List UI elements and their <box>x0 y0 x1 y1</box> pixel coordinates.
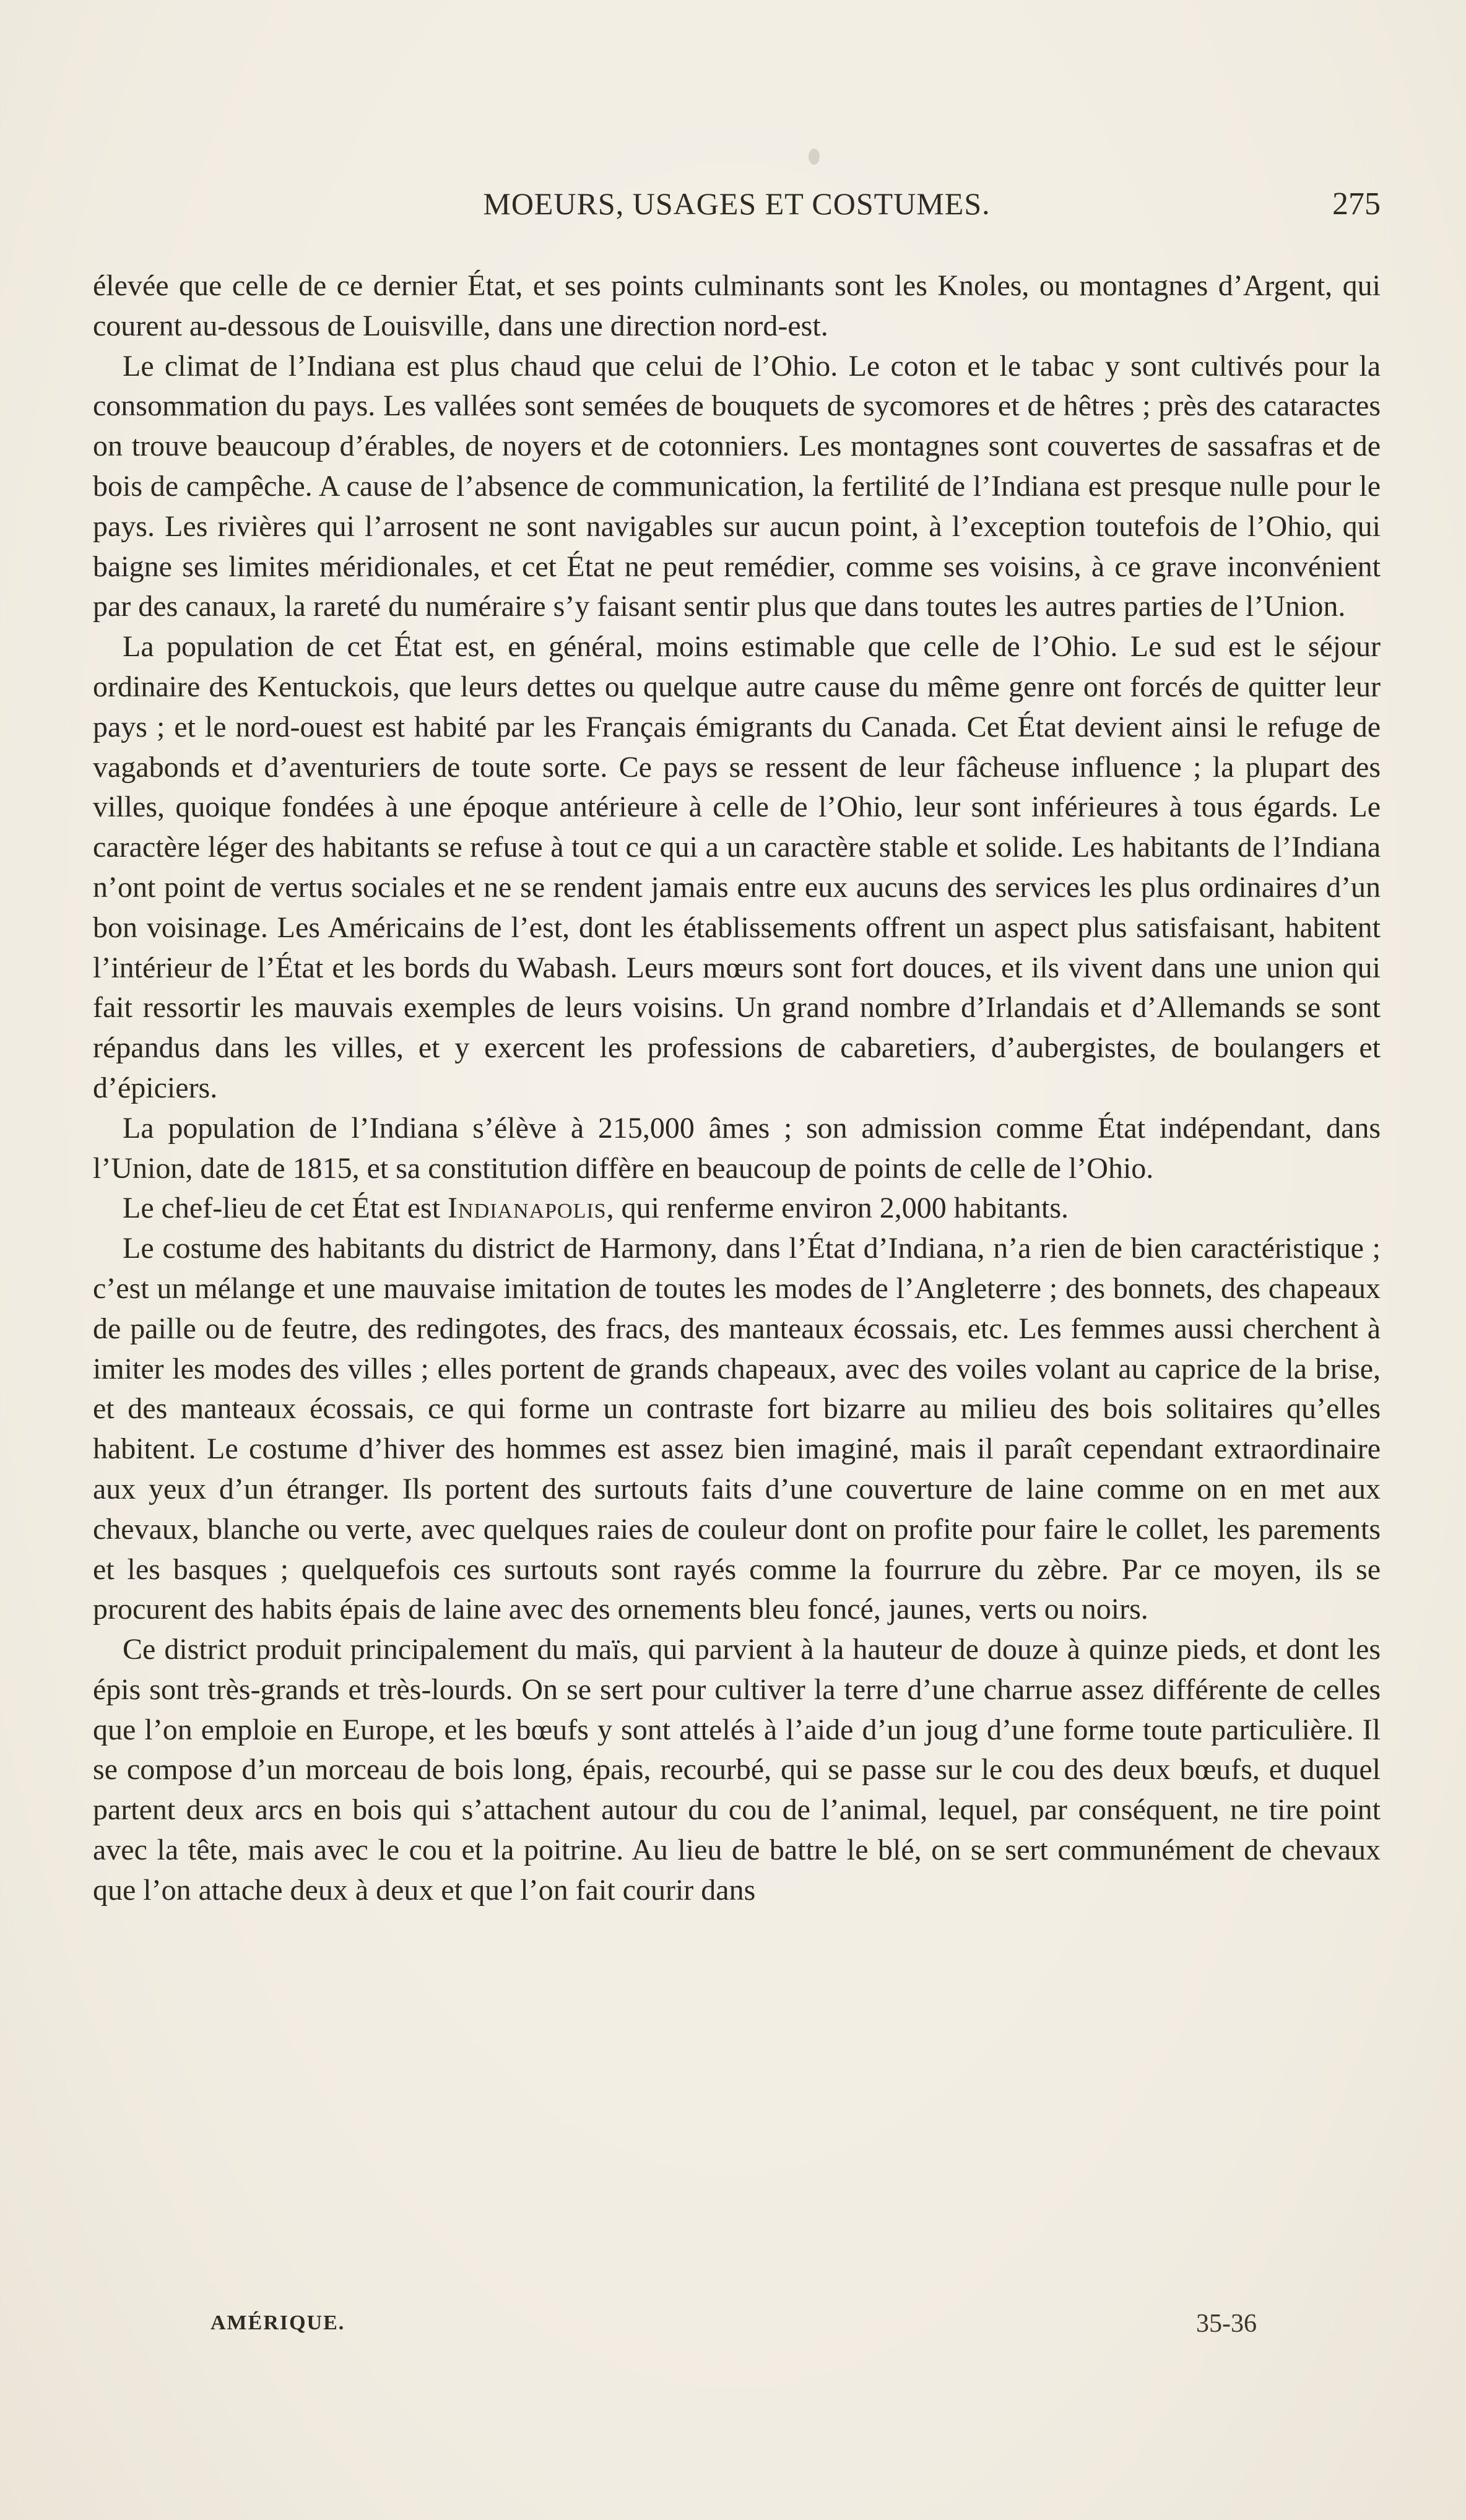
capital-city: Indianapolis <box>448 1192 607 1225</box>
body-text <box>93 266 1381 1911</box>
page-header <box>93 186 1381 235</box>
sheet-number: 35-36 <box>1196 2310 1257 2338</box>
paragraph: La population de cet État est, en général, moins estimable que celle de l’Ohio. Le sud est le séjour ordinaire des Kentuckois, que leurs dettes ou quelque autre cause du même genre ont forcés de quitter leur pays ; et le nord-ouest est habité par les Français émigrants du Canada. Cet État devient ainsi le refuge de vagabonds et d’aventuriers de toute sorte. Ce pays se ressent de leur fâcheuse influence ; la plupart des villes, quoique fondées à une époque antérieure à celle de l’Ohio, leur sont inférieures à tous égards. Le caractère léger des habitants se refuse à tout ce qui a un caractère stable et solide. Les habitants de l’Indiana n’ont point de vertus sociales et ne se rendent jamais entre eux aucuns des services les plus ordinaires d’un bon voisinage. Les Américains de l’est, dont les établissements offrent un aspect plus satisfaisant, habitent l’intérieur de l’État et les bords du Wabash. Leurs mœurs sont fort douces, et ils vivent dans une union qui fait ressortir les mauvais exemples de leurs voisins. Un grand nombre d’Irlandais et d’Allemands se sont répandus dans les villes, et y exercent les professions de cabaretiers, d’aubergistes, de boulangers et d’épiciers. <box>93 630 1381 1104</box>
page-footer <box>210 2311 1257 2349</box>
paragraph: La population de l’Indiana s’élève à 215,000 âmes ; son admission comme État indépendant, dans l’Union, date de 1815, et sa constitution diffère en beaucoup de points de celle de l’Ohio. <box>93 1111 1381 1185</box>
paragraph: Le costume des habitants du district de Harmony, dans l’État d’Indiana, n’a rien de bien caractéristique ; c’est un mélange et une mauvaise imitation de toutes les modes de l’Angleterre ; des bonnets, des chapeaux de paille ou de feutre, des redingotes, des fracs, des manteaux écossais, etc. Les femmes aussi cherchent à imiter les modes des villes ; elles portent de grands chapeaux, avec des voiles volant au caprice de la brise, et des manteaux écossais, ce qui forme un contraste fort bizarre au milieu des bois solitaires qu’elles habitent. Le costume d’hiver des hommes est assez bien imaginé, mais il paraît cependant extraordinaire aux yeux d’un étranger. Ils portent des surtouts faits d’une couverture de laine comme on en met aux chevaux, blanche ou verte, avec quelques raies de couleur dont on profite pour faire le collet, les parements et les basques ; quelquefois ces surtouts sont rayés comme la fourrure du zèbre. Par ce moyen, ils se procurent des habits épais de laine avec des ornements bleu foncé, jaunes, verts ou noirs. <box>93 1232 1381 1626</box>
paragraph: Le climat de l’Indiana est plus chaud que celui de l’Ohio. Le coton et le tabac y sont cultivés pour la consommation du pays. Les vallées sont semées de bouquets de sycomores et de hêtres ; près des cataractes on trouve beaucoup d’érables, de noyers et de cotonniers. Les montagnes sont couvertes de sassafras et de bois de campêche. A cause de l’absence de communication, la fertilité de l’Indiana est presque nulle pour le pays. Les rivières qui l’arrosent ne sont navigables sur aucun point, à l’exception toutefois de l’Ohio, qui baigne ses limites méridionales, et cet État ne peut remédier, comme ses voisins, à ce grave inconvénient par des canaux, la rareté du numéraire s’y faisant sentir plus que dans toutes les autres parties de l’Union. <box>93 349 1381 623</box>
capital-after: , qui renferme environ 2,000 habitants. <box>606 1192 1069 1225</box>
ink-smudge <box>809 149 820 165</box>
running-title: MOEURS, USAGES ET COSTUMES. <box>483 186 991 221</box>
paragraph-capital <box>93 1189 1381 1229</box>
page-number: 275 <box>1332 186 1381 222</box>
paragraph: Ce district produit principalement du maïs, qui parvient à la hauteur de douze à quinze pieds, et dont les épis sont très-grands et très-lourds. On se sert pour cultiver la terre d’une charrue assez différente de celles que l’on emploie en Europe, et les bœufs y sont attelés à l’aide d’un joug d’une forme toute particulière. Il se compose d’un morceau de bois long, épais, recourbé, qui se passe sur le cou des deux bœufs, et duquel partent deux arcs en bois qui s’attachent autour du cou de l’animal, lequel, par conséquent, ne tire point avec la tête, mais avec le cou et la poitrine. Au lieu de battre le blé, on se sert communément de chevaux que l’on attache deux à deux et que l’on fait courir dans <box>93 1633 1381 1907</box>
signature-mark: AMÉRIQUE. <box>210 2311 345 2334</box>
paragraph: élevée que celle de ce dernier État, et ses points culminants sont les Knoles, ou montagnes d’Argent, qui courent au-dessous de Louisville, dans une direction nord-est. <box>93 269 1381 342</box>
capital-before: Le chef-lieu de cet État est <box>123 1192 448 1225</box>
